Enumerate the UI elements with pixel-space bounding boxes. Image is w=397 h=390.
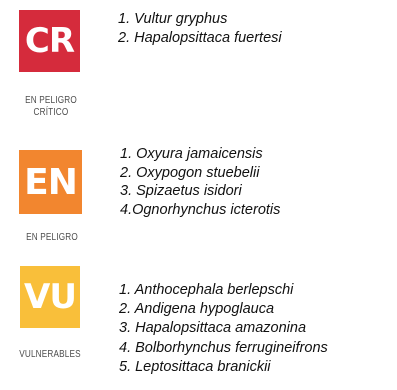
species-item: 1. Vultur gryphus — [118, 11, 228, 27]
vu-label-line1: VULNERABLES — [19, 349, 81, 360]
en-badge: EN — [19, 150, 82, 214]
species-item: 5. Leptosittaca branickii — [119, 358, 271, 375]
cr-label-line2: CRÍTICO — [33, 107, 69, 118]
species-item: 4.Ognorhynchus icterotis — [120, 201, 281, 218]
cr-category-label — [14, 95, 88, 119]
en-category-label — [11, 232, 93, 244]
cr-label-line1: EN PELIGRO — [25, 95, 77, 106]
cr-species-list — [118, 10, 282, 48]
en-label-line1: EN PELIGRO — [26, 232, 78, 243]
en-species-list — [120, 145, 280, 219]
species-item: 2. Andigena hypoglauca — [119, 301, 275, 318]
species-item: 2. Hapalopsittaca fuertesi — [118, 30, 282, 46]
species-item: 3. Hapalopsittaca amazonina — [119, 320, 307, 337]
species-item: 1. Oxyura jamaicensis — [120, 146, 263, 162]
species-item: 4. Bolborhynchus ferrugineifrons — [119, 339, 328, 356]
vu-species-list — [119, 281, 328, 377]
species-item: 2. Oxypogon stuebelii — [120, 164, 260, 181]
species-item: 1. Anthocephala berlepschi — [119, 282, 294, 298]
vu-category-label — [9, 349, 91, 361]
cr-badge: CR — [19, 10, 80, 72]
species-item: 3. Spizaetus isidori — [120, 183, 242, 199]
vu-badge: VU — [20, 266, 80, 328]
